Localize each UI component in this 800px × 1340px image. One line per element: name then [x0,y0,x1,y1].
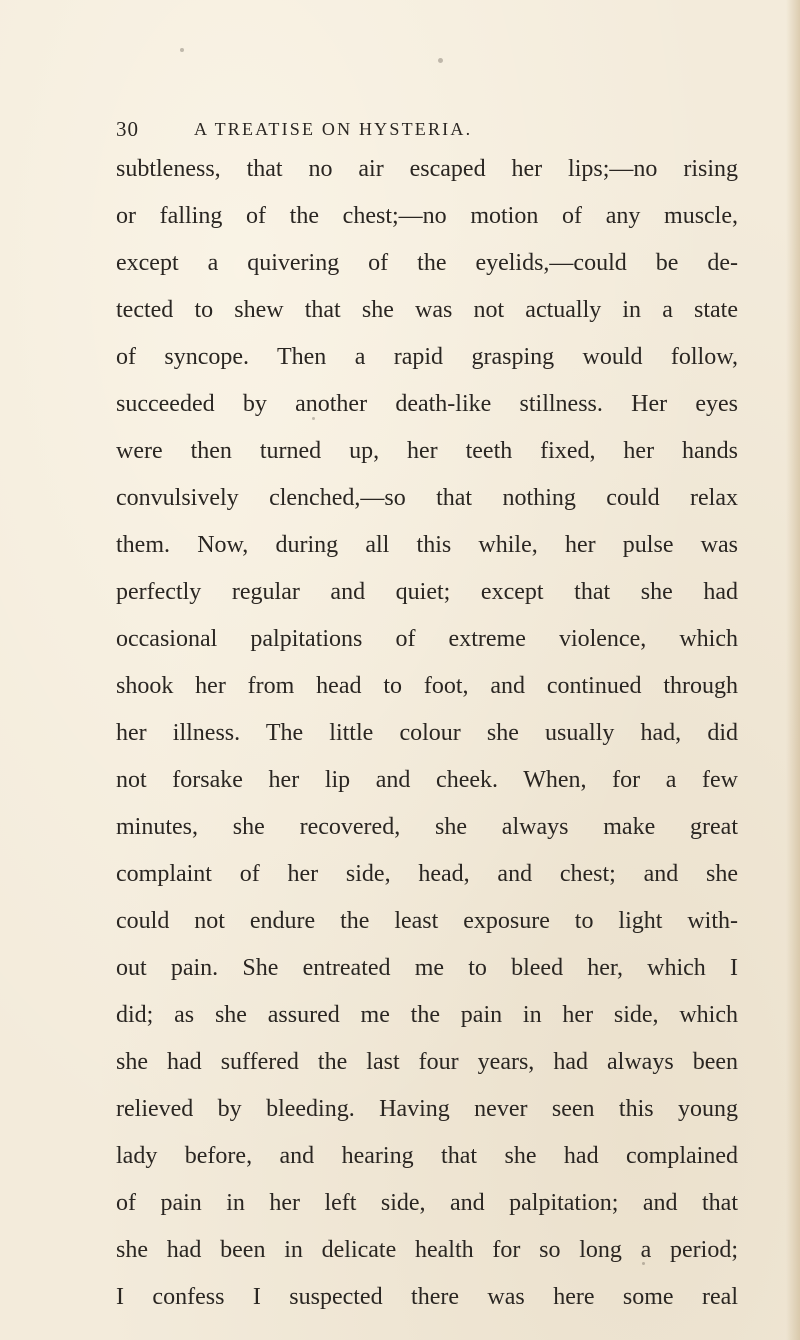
text-line: her illness. The little colour she usually had, did [116,720,738,746]
ink-speck [180,48,184,52]
text-line: she had been in delicate health for so long a period; [116,1237,738,1263]
text-line: them. Now, during all this while, her pulse was [116,532,738,558]
text-line: of pain in her left side, and palpitation; and that [116,1190,738,1216]
text-line: could not endure the least exposure to light with- [116,908,738,934]
text-line: out pain. She entreated me to bleed her, which I [116,955,738,981]
text-line: were then turned up, her teeth fixed, her hands [116,438,738,464]
body-text [116,146,738,1321]
header-title: A TREATISE ON HYSTERIA. [194,119,473,139]
text-line: did; as she assured me the pain in her side, which [116,1002,738,1028]
text-line: subtleness, that no air escaped her lips;—no rising [116,156,738,182]
text-line: convulsively clenched,—so that nothing could relax [116,485,738,511]
text-line: or falling of the chest;—no motion of any muscle, [116,203,738,229]
page-number: 30 [116,117,139,141]
text-line: minutes, she recovered, she always make great [116,814,738,840]
page-edge [786,0,800,1340]
text-line: relieved by bleeding. Having never seen this young [116,1096,738,1122]
text-line: I confess I suspected there was here some real [116,1284,738,1310]
text-line: perfectly regular and quiet; except that she had [116,579,738,605]
text-line: shook her from head to foot, and continued through [116,673,738,699]
text-line: except a quivering of the eyelids,—could be de- [116,250,738,276]
running-head [116,117,716,145]
text-line: complaint of her side, head, and chest; and she [116,861,738,887]
text-line: not forsake her lip and cheek. When, for a few [116,767,738,793]
text-line: lady before, and hearing that she had complained [116,1143,738,1169]
ink-speck [438,58,443,63]
text-line: she had suffered the last four years, had always been [116,1049,738,1075]
text-line: succeeded by another death-like stillness. Her eyes [116,391,738,417]
text-line: occasional palpitations of extreme violence, which [116,626,738,652]
text-line: tected to shew that she was not actually in a state [116,297,738,323]
text-line: of syncope. Then a rapid grasping would follow, [116,344,738,370]
